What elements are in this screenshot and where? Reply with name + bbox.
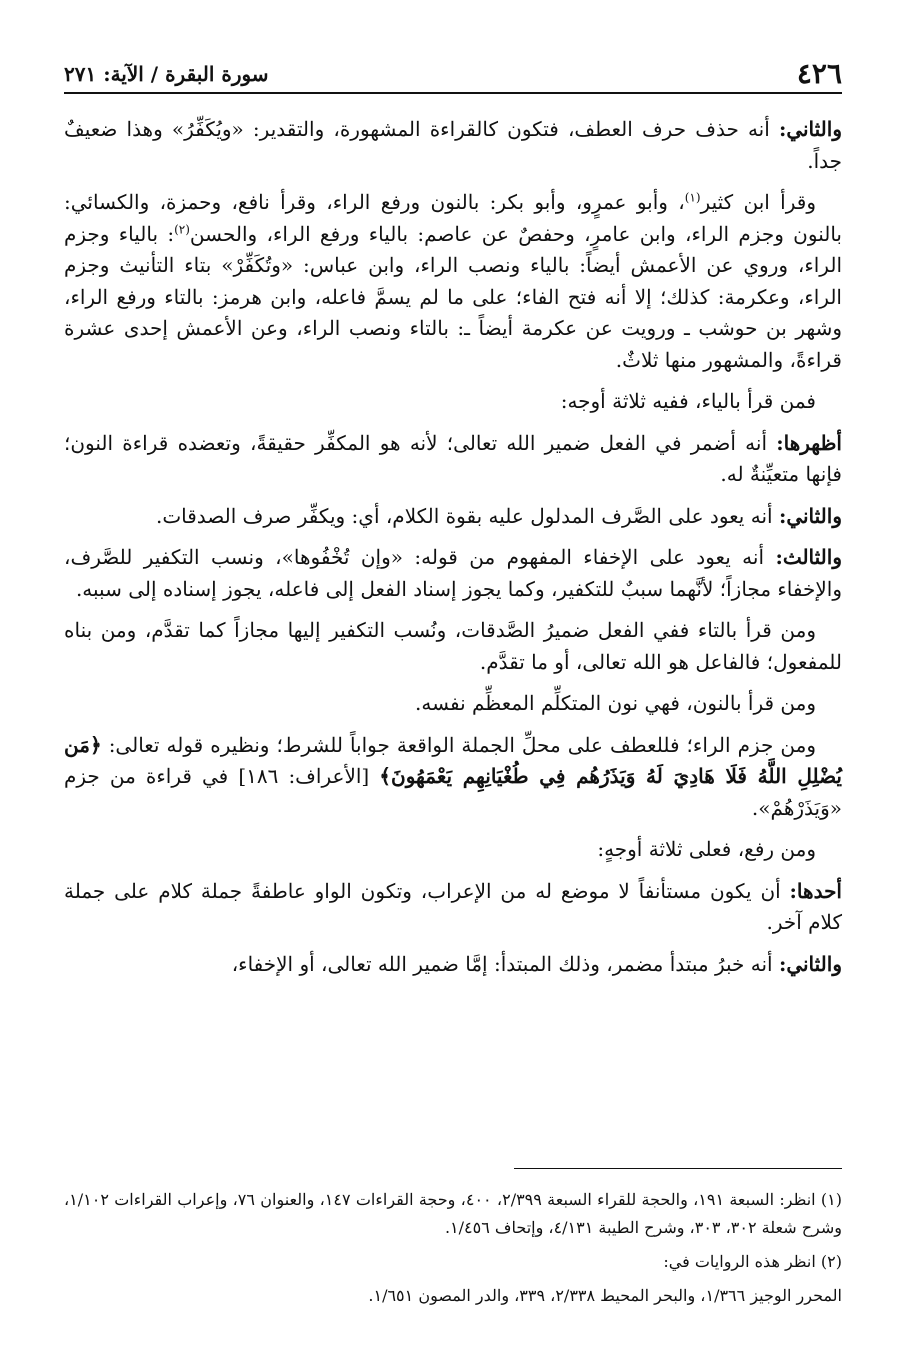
- lead-word: أظهرها:: [776, 430, 842, 455]
- header-rule: [64, 92, 842, 94]
- footnotes: [64, 1186, 842, 1316]
- paragraph-text: ، وأبو عمرٍو، وأبو بكر: بالنون ورفع الراء، وقرأ نافع، وحمزة، والكسائي: بالنون وجزم الراء، وابن عامرٍ، وحفصٌ عن عاصم: بالياء ورفع الراء، والحسن: [64, 190, 842, 246]
- paragraph-text: ومن رفع، فعلى ثلاثة أوجهٍ:: [597, 837, 816, 861]
- paragraph-3: [64, 386, 842, 418]
- main-text: [64, 114, 842, 990]
- page-header: [64, 54, 842, 94]
- paragraph-10: [64, 834, 842, 866]
- paragraph-text: أنه أضمر في الفعل ضمير الله تعالى؛ لأنه هو المكفِّر حقيقةً، وتعضده قراءة النون؛ فإنها متعيِّنةٌ له.: [64, 430, 842, 486]
- paragraph-11: [64, 876, 842, 939]
- paragraph-text: فمن قرأ بالياء، ففيه ثلاثة أوجه:: [560, 389, 816, 413]
- paragraph-text: ومن قرأ بالنون، فهي نون المتكلِّم المعظِّم نفسه.: [415, 691, 816, 715]
- lead-word: أحدها:: [789, 878, 842, 903]
- paragraph-text: ومن جزم الراء؛ فللعطف على محلِّ الجملة الواقعة جواباً للشرط؛ ونظيره قوله تعالى:: [101, 732, 816, 757]
- paragraph-5: [64, 501, 842, 533]
- paragraph-text: ومن قرأ بالتاء ففي الفعل ضميرُ الصَّدقات، ونُسب التكفير إليها مجازاً كما تقدَّم، ومن بناه للمفعول؛ فالفاعل هو الله تعالى، أو ما تقدَّم.: [64, 618, 842, 674]
- paragraph-2: [64, 187, 842, 376]
- quran-verse: ﴿مَن يُضْلِلِ اللَّهُ فَلَا هَادِيَ لَهُ وَيَذَرُهُم فِي طُغْيَانِهِم يَعْمَهُونَ﴾: [64, 732, 842, 788]
- paragraph-12: [64, 949, 842, 981]
- footnote-ref-2: (٢): [174, 221, 190, 236]
- paragraph-6: [64, 542, 842, 605]
- running-title: سورة البقرة / الآية: ٢٧١: [64, 62, 269, 86]
- paragraph-1: [64, 114, 842, 177]
- lead-word: والثاني:: [778, 503, 842, 528]
- footnote-ref-1: (١): [684, 190, 701, 205]
- page-number: ٤٢٦: [796, 57, 842, 90]
- paragraph-text: أنه خبرُ مبتدأ مضمر، وذلك المبتدأ: إمَّا ضمير الله تعالى، أو الإخفاء،: [231, 951, 779, 976]
- paragraph-9: [64, 730, 842, 825]
- paragraph-text: أنه يعود على الصَّرف المدلول عليه بقوة الكلام، أي: ويكفِّر صرف الصدقات.: [155, 503, 779, 528]
- paragraph-7: [64, 615, 842, 678]
- paragraph-text: : بالياء وجزم الراء، وروي عن الأعمش أيضاً: بالياء ونصب الراء، وابن عباس: «وتُكَفِّرْ» بتاء التأنيث وجزم الراء، وعكرمة: كذلك؛ إلا أنه فتح الفاء؛ على ما لم يسمَّ فاعله، وابن هرمز: بالتاء ورفع الراء، وشهر بن حوشب ـ ورويت عن عكرمة أيضاً ـ: بالتاء ونصب الراء، وعن الأعمش إحدى عشرة قراءةً، والمشهور منها ثلاثٌ.: [64, 221, 842, 372]
- paragraph-text: وقرأ ابن كثير: [700, 190, 816, 214]
- paragraph-8: [64, 688, 842, 720]
- footnote-separator: [514, 1168, 842, 1169]
- footnote-1: (١) انظر: السبعة ١٩١، والحجة للقراء السبعة ٢/٣٩٩، ٤٠٠، وحجة القراءات ١٤٧، والعنوان ٧٦، وإعراب القراءات ١/١٠٢، وشرح شعلة ٣٠٢، ٣٠٣، وشرح الطيبة ٤/١٣١، وإتحاف ١/٤٥٦.: [64, 1190, 842, 1237]
- footnote-2-title: (٢) انظر هذه الروايات في:: [663, 1252, 842, 1271]
- paragraph-text: أن يكون مستأنفاً لا موضع له من الإعراب، وتكون الواو عاطفةً جملة كلام على جملة كلام آخر.: [64, 878, 842, 934]
- paragraph-text: أنه يعود على الإخفاء المفهوم من قوله: «وإن تُخْفُوها»، ونسب التكفير للصَّرف، والإخفاء مجازاً؛ لأنَّهما سببٌ للتكفير، وكما يجوز إسناد الفعل إلى فاعله، يجوز إسناده إلى سببه.: [64, 545, 842, 601]
- paragraph-text: [الأعراف: ١٨٦] في قراءة من جزم «وَيَذَرْهُمْ».: [64, 764, 842, 820]
- paragraph-4: [64, 428, 842, 491]
- lead-word: والثالث:: [775, 545, 842, 569]
- paragraph-text: أنه حذف حرف العطف، فتكون كالقراءة المشهورة، والتقدير: «ويُكَفِّرُ» وهذا ضعيفٌ جداً.: [64, 117, 842, 173]
- footnote-2-text: المحرر الوجيز ١/٣٦٦، والبحر المحيط ٢/٣٣٨، ٣٣٩، والدر المصون ١/٦٥١.: [368, 1286, 842, 1305]
- lead-word: والثاني:: [778, 951, 842, 976]
- lead-word: والثاني:: [778, 117, 842, 141]
